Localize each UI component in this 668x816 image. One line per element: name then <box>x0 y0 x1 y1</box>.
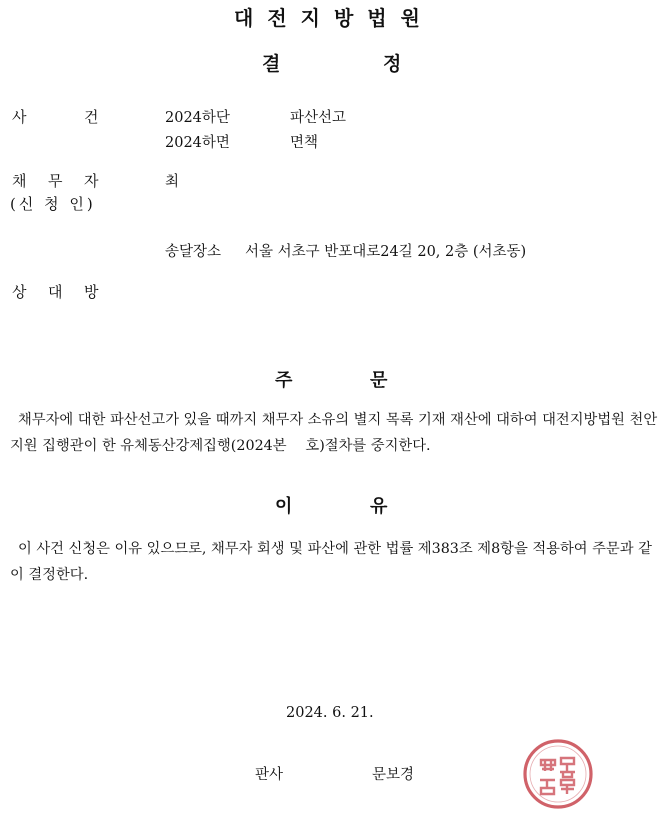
debtor-label: 무 <box>48 172 63 190</box>
opponent-label: 상 <box>12 283 27 301</box>
opponent-label: 방 <box>84 283 99 301</box>
opponent-label: 대 <box>48 283 63 301</box>
reason-title-right: 유 <box>370 496 388 517</box>
judge-name: 문보경 <box>372 767 415 783</box>
case-name: 파산선고 <box>290 110 347 126</box>
case-label-b: 건 <box>84 108 99 126</box>
debtor-label: 자 <box>84 172 99 190</box>
case-label-a: 사 <box>12 108 27 126</box>
applicant-label: (신 청 인) <box>10 195 96 213</box>
decision-date: 2024. 6. 21. <box>286 705 374 721</box>
judge-title: 판사 <box>255 767 284 783</box>
case-number: 2024하단 <box>165 110 230 126</box>
case-number: 2024하면 <box>165 135 230 151</box>
address-label: 송달장소 <box>165 244 222 260</box>
debtor-name: 최 <box>165 174 180 190</box>
court-name: 대전지방법원 <box>234 6 434 30</box>
order-text: 채무자에 대한 파산선고가 있을 때까지 채무자 소유의 별지 목록 기재 재산에 대하여 대전지방법원 천안지원 집행관이 한 유체동산강제집행(2024본 호)절차를 중지한다. <box>10 412 658 454</box>
court-seal-icon <box>522 738 594 810</box>
doc-title-left: 결 <box>262 53 281 75</box>
order-title-left: 주 <box>275 370 293 391</box>
doc-title-right: 정 <box>383 53 402 75</box>
case-name: 면책 <box>290 135 319 151</box>
reason-text: 이 사건 신청은 이유 있으므로, 채무자 회생 및 파산에 관한 법률 제383조 제8항을 적용하여 주문과 같이 결정한다. <box>10 541 652 583</box>
order-title-right: 문 <box>370 370 388 391</box>
address-value: 서울 서초구 반포대로24길 20, 2층 (서초동) <box>245 244 527 260</box>
reason-title-left: 이 <box>275 496 293 517</box>
debtor-label: 채 <box>12 172 27 190</box>
